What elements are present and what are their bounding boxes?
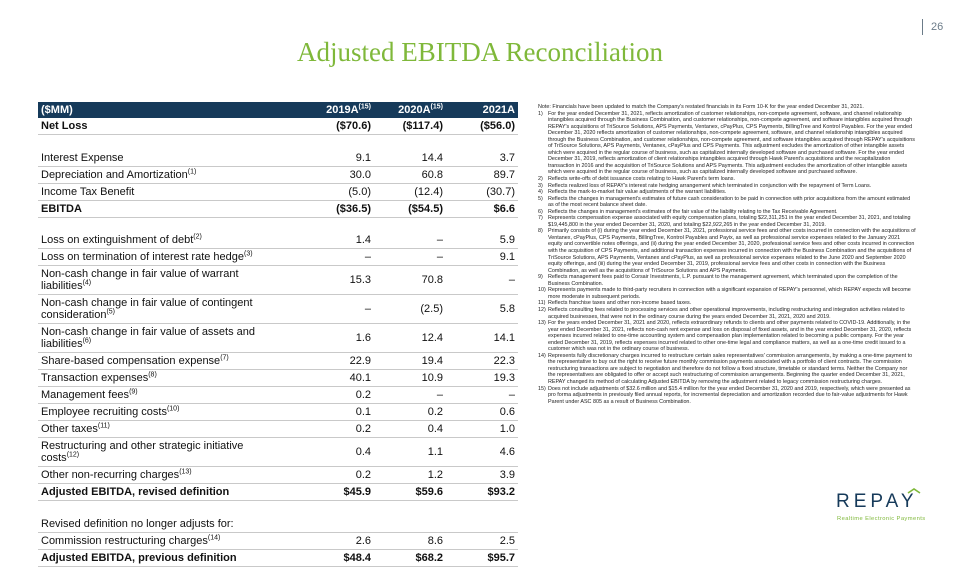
footnote-number: 14) (538, 352, 546, 359)
row-value-2020a: ($54.5) (374, 200, 446, 217)
row-value-2021a: $95.7 (446, 549, 518, 566)
table-spacer-row (38, 501, 518, 516)
table-row (38, 200, 518, 217)
row-label: Management fees$^{(9)}$ (38, 387, 286, 404)
row-label: Interest Expense (38, 150, 286, 167)
footnote-number: 7) (538, 215, 543, 222)
row-label: Commission restructuring charges$^{(14)}$ (38, 532, 286, 549)
spacer-cell (38, 135, 518, 150)
row-value-2021a: (30.7) (446, 183, 518, 200)
row-value-2019a: 0.2 (286, 421, 374, 438)
row-value-2020a: 0.4 (374, 421, 446, 438)
footnote-item (538, 228, 916, 274)
table-row (38, 166, 518, 183)
row-value-2019a: – (286, 295, 374, 324)
row-value-2020a: $59.6 (374, 484, 446, 501)
row-value-2021a: 0.6 (446, 404, 518, 421)
footnote-text: Reflects the changes in management's estimates of the fair value of the liability relating to the Tax Receivable Agreement. (548, 208, 838, 215)
footnote-number: 6) (538, 208, 543, 215)
table-row (38, 438, 518, 467)
row-value-2020a: 12.4 (374, 324, 446, 353)
spacer-cell (38, 217, 518, 232)
row-value-2019a: 40.1 (286, 370, 374, 387)
table-row (38, 232, 518, 249)
row-value-2021a: ($56.0) (446, 118, 518, 135)
ebitda-reconciliation-table (38, 102, 518, 567)
row-value-2021a: 9.1 (446, 249, 518, 266)
table-header-row (38, 102, 518, 118)
table-row (38, 295, 518, 324)
footnote-text: Represents fully discretionary charges incurred to restructure certain sales representatives' commission arrangements, by making a one-time payment to the representative to buy out the right to receive future monthly commission payments associated with a portfolio of client contracts. The commission restructuring transactions are subject to negotiation and therefore do not follow a fixed structure, timetable or standard terms. Neither the Company nor the representatives are obligated to offer or accept such restructuring of commission arrangements. Beginning the quarter ended December 31, 2021, REPAY changed its method of calculating Adjusted EBITDA by removing the adjustment related to legacy commission restructuring charges. (548, 352, 913, 385)
row-value-2019a: 15.3 (286, 266, 374, 295)
footnote-number: 4) (538, 189, 543, 196)
footnote-text: Reflects the changes in management's estimates of future cash consideration to be paid in connection with prior acquisitions from the amount estimated as of the most recent balance sheet date. (548, 195, 911, 209)
footnotes (538, 104, 916, 405)
table-row (38, 404, 518, 421)
row-value-2020a: 1.2 (374, 467, 446, 484)
row-label: Non-cash change in fair value of contingent consideration$^{(5)}$ (38, 295, 286, 324)
row-label: Transaction expenses$^{(8)}$ (38, 370, 286, 387)
footnote-number: 5) (538, 195, 543, 202)
footnote-number: 9) (538, 274, 543, 281)
page-title: Adjusted EBITDA Reconciliation (297, 37, 663, 67)
row-value-2019a: 30.0 (286, 166, 374, 183)
table-row (38, 421, 518, 438)
row-value-2020a: – (374, 249, 446, 266)
table-row (38, 484, 518, 501)
row-value-2020a: $68.2 (374, 549, 446, 566)
footnote-text: Does not include adjustments of $32.6 million and $15.4 million for the year ended December 31, 2020 and 2019, respectively, which were presented as pro forma adjustments in previously filed annual reports, for incremental depreciation and amortization recorded due to fair-value adjustments for Hawk Parent under ASC 805 as a result of Business Combination. (548, 385, 911, 405)
row-value-2021a: 3.7 (446, 150, 518, 167)
header-2019a: $2019A^{(15)}$ (286, 102, 374, 118)
footnote-number: 12) (538, 306, 546, 313)
footnote-text: Primarily consists of (i) during the year ended December 31, 2021, professional service fees and other costs incurred in connection with the acquisitions of Ventanex, cPayPlus, CPS Payments, BillingTree, Kontrol Payables and Payix, as well as professional service expenses related to the January 2021 equity and convertible notes offerings, and (ii) during the year ended December 31, 2020, professional service fees and other costs incurred in connection with the acquisition of CPS Payments, and additional transaction expenses incurred in connection with the Business Combination and the acquisitions of TriSource Solutions, APS Payments, Ventanex and cPayPlus, as well as professional service expenses related to the June 2020 and September 2020 equity offerings, and (iii) during the year ended December 31, 2019, professional service fees and other costs in connection with the Business Combination, as well as the acquisitions of TriSource Solutions and APS Payments. (548, 228, 916, 274)
footnote-text: Reflects franchise taxes and other non-income based taxes. (548, 300, 692, 307)
table-row (38, 118, 518, 135)
table-spacer-row (38, 217, 518, 232)
row-value-2019a: 2.6 (286, 532, 374, 549)
logo-wordmark: REPAY (836, 491, 918, 512)
row-value-2020a: 14.4 (374, 150, 446, 167)
row-value-2020a: 0.2 (374, 404, 446, 421)
row-value-2020a: ($117.4) (374, 118, 446, 135)
footnote-text: Reflects management fees paid to Corsair Investments, L.P. pursuant to the management agreement, which terminated upon the completion of the Business Combination. (548, 274, 898, 287)
footnote-text: Reflects write-offs of debt issuance costs relating to Hawk Parent's term loans. (548, 176, 735, 183)
table-row (38, 324, 518, 353)
table-spacer-row (38, 135, 518, 150)
footnote-number: 8) (538, 228, 543, 235)
footnote-item (538, 386, 916, 406)
row-label: Adjusted EBITDA, previous definition (38, 549, 286, 566)
row-value-2019a: 22.9 (286, 353, 374, 370)
row-value-2020a: – (374, 387, 446, 404)
logo-tagline: Realtime Electronic Payments (837, 516, 926, 522)
row-label: Net Loss (38, 118, 286, 135)
row-value-2019a: 0.2 (286, 467, 374, 484)
footnote-item (538, 307, 916, 320)
footnote-number: 13) (538, 320, 546, 327)
footnote-item (538, 111, 916, 176)
row-value-2019a: 0.2 (286, 387, 374, 404)
table-row (38, 183, 518, 200)
row-value-2021a: 19.3 (446, 370, 518, 387)
footnote-number: 3) (538, 182, 543, 189)
row-label: Loss on extinguishment of debt$^{(2)}$ (38, 232, 286, 249)
row-value-2019a: 0.1 (286, 404, 374, 421)
row-value-2019a: 0.4 (286, 438, 374, 467)
footnote-list (538, 111, 916, 406)
row-value-2020a: 60.8 (374, 166, 446, 183)
row-value-2021a: 4.6 (446, 438, 518, 467)
row-label: Other taxes$^{(11)}$ (38, 421, 286, 438)
row-value-2021a: – (446, 266, 518, 295)
row-value-2020a: 8.6 (374, 532, 446, 549)
footnote-text: Represents compensation expense associated with equity compensation plans, totaling $22,311,251 in the year ended December 31, 2021, and totaling $19,445,800 in the year ended December 31, 2020, and totaling $22,922,265 in the year ended December 31, 2019. (548, 215, 911, 228)
footnote-text: For the years ended December 31, 2021 and 2020, reflects extraordinary refunds to clients and other payments related to COVID-19. Additionally, in the year ended December 31, 2021, reflects non-cash rent expense and loss on disposal of fixed assets, and in the year ended December 31, 2020, reflects expenses incurred related to one-time accounting system and compensation plan implementation related to becoming a public company. For the year ended December 31, 2019, reflects expenses incurred related to other one-time legal and compliance matters, as well as a one-time credit issued to a customer which was not in the ordinary course of business. (548, 320, 912, 353)
spacer-cell (38, 501, 518, 516)
table-row (38, 532, 518, 549)
table-row (38, 516, 518, 533)
table-row (38, 249, 518, 266)
row-value-2020a: (12.4) (374, 183, 446, 200)
row-value-2020a: 19.4 (374, 353, 446, 370)
table-row (38, 549, 518, 566)
footnote-item (538, 353, 916, 386)
footnote-text: Reflects the mark-to-market fair value adjustments of the warrant liabilities. (548, 189, 727, 196)
footnote-intro: Note: Financials have been updated to match the Company's restated financials in its Form 10-K for the year ended December 31, 2021. (538, 104, 864, 110)
row-value-2021a: 3.9 (446, 467, 518, 484)
footnote-item (538, 196, 916, 209)
row-label: Revised definition no longer adjusts for: (38, 516, 286, 533)
header-2020a: $2020A^{(15)}$ (374, 102, 446, 118)
row-label: Depreciation and Amortization$^{(1)}$ (38, 166, 286, 183)
row-value-2020a: 10.9 (374, 370, 446, 387)
footnote-item (538, 287, 916, 300)
row-label: Loss on termination of interest rate hedge$^{(3)}$ (38, 249, 286, 266)
table-row (38, 266, 518, 295)
page-number: 26 (922, 19, 952, 35)
row-label: EBITDA (38, 200, 286, 217)
row-value-2020a (374, 516, 446, 533)
table-body (38, 118, 518, 566)
row-label: Restructuring and other strategic initiative costs$^{(12)}$ (38, 438, 286, 467)
row-label: Non-cash change in fair value of warrant liabilities$^{(4)}$ (38, 266, 286, 295)
footnote-item (538, 320, 916, 353)
row-value-2021a: 5.9 (446, 232, 518, 249)
row-value-2019a: $45.9 (286, 484, 374, 501)
table-row (38, 370, 518, 387)
row-value-2021a (446, 516, 518, 533)
row-value-2019a: ($70.6) (286, 118, 374, 135)
footnote-number: 11) (538, 300, 546, 307)
header-label-units: ($MM) (38, 102, 286, 118)
row-value-2021a: 14.1 (446, 324, 518, 353)
footnote-number: 10) (538, 287, 546, 294)
footnote-text: Reflects consulting fees related to processing services and other operational improvements, including restructuring and integration activities related to acquired businesses, that were not in the ordinary course during the years ended December 31, 2021, 2020 and 2019. (548, 306, 905, 320)
row-value-2019a: ($36.5) (286, 200, 374, 217)
row-value-2021a: 89.7 (446, 166, 518, 183)
row-label: Adjusted EBITDA, revised definition (38, 484, 286, 501)
row-value-2019a: (5.0) (286, 183, 374, 200)
row-label: Income Tax Benefit (38, 183, 286, 200)
footnote-number: 15) (538, 385, 546, 392)
footnote-number: 1) (538, 110, 543, 117)
row-value-2021a: 2.5 (446, 532, 518, 549)
row-value-2019a: $48.4 (286, 549, 374, 566)
footnote-text: Represents payments made to third-party recruiters in connection with a significant expansion of REPAY's personnel, which REPAY expects will become more moderate in subsequent periods. (548, 287, 911, 300)
row-label: Other non-recurring charges$^{(13)}$ (38, 467, 286, 484)
row-value-2019a: 1.4 (286, 232, 374, 249)
row-value-2020a: 70.8 (374, 266, 446, 295)
footnote-text: For the year ended December 31, 2021, reflects amortization of customer relationships, non-compete agreement, software, and channel relationship intangibles acquired through the Business Combination, and customer relationships, non-compete agreement, and software intangibles acquired through REPAY's acquisitions of TriSource Solutions, APS Payments, Ventanex, cPayPlus, CPS Payments, BillingTree and Kontrol Payables. For the year ended December 31, 2020 reflects amortization of customer relationships, non-compete agreement, software, and channel relationship intangibles acquired through the Business Combination, and customer relationships, non-compete agreement, and software intangibles acquired through REPAY's acquisitions of TriSource Solutions, APS Payments, Ventanex, cPayPlus and CPS Payments. This adjustment excludes the amortization of other intangible assets which were acquired in the regular course of business, such as capitalized internally developed software and purchased software. For the year ended December 31, 2019, reflects amortization of client relationships intangibles acquired through Hawk Parent's acquisitions and the recapitalization transaction in 2016 and the acquisition of TriSource Solutions and APS Payments. This adjustment excludes the amortization of other intangible assets which were acquired in the regular course of business, such as capitalized internally developed software and purchased software. (548, 110, 916, 176)
row-value-2021a: 1.0 (446, 421, 518, 438)
row-value-2021a: 22.3 (446, 353, 518, 370)
footnote-number: 2) (538, 176, 543, 183)
row-value-2020a: 1.1 (374, 438, 446, 467)
row-value-2019a: – (286, 249, 374, 266)
footnote-item (538, 215, 916, 228)
header-2021a: 2021A (446, 102, 518, 118)
row-value-2020a: (2.5) (374, 295, 446, 324)
row-value-2021a: 5.8 (446, 295, 518, 324)
repay-logo (836, 491, 932, 531)
row-value-2019a (286, 516, 374, 533)
table-row (38, 150, 518, 167)
table-row (38, 353, 518, 370)
row-label: Non-cash change in fair value of assets and liabilities$^{(6)}$ (38, 324, 286, 353)
row-value-2020a: – (374, 232, 446, 249)
row-value-2019a: 1.6 (286, 324, 374, 353)
table-row (38, 467, 518, 484)
table-row (38, 387, 518, 404)
row-value-2021a: $6.6 (446, 200, 518, 217)
footnote-item (538, 274, 916, 287)
row-label: Employee recruiting costs$^{(10)}$ (38, 404, 286, 421)
row-label: Share-based compensation expense$^{(7)}$ (38, 353, 286, 370)
row-value-2021a: $93.2 (446, 484, 518, 501)
footnote-text: Reflects realized loss of REPAY's interest rate hedging arrangement which terminated in conjunction with the repayment of Term Loans. (548, 182, 872, 189)
row-value-2019a: 9.1 (286, 150, 374, 167)
row-value-2021a: – (446, 387, 518, 404)
